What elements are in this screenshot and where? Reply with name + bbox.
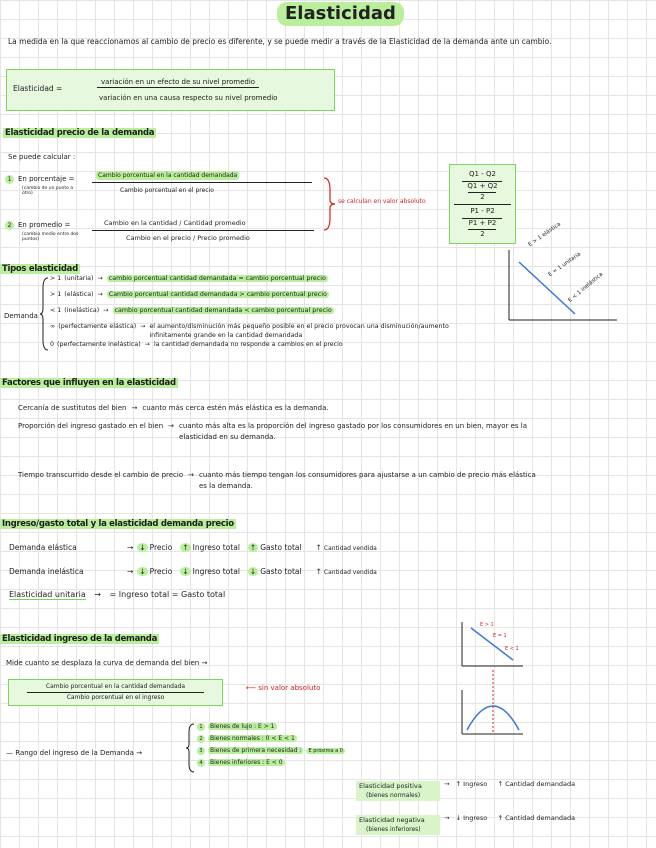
tipo-name: (perfectamente inelástica): [57, 341, 141, 348]
tipo-row: [50, 290, 329, 299]
elasticidad-negativa-box: [356, 815, 440, 835]
formula-p-diff: P1 - P2: [470, 207, 495, 215]
rango-text: Bienes de lujo : E > 1: [210, 723, 275, 730]
price-arrow-icon: ↓: [139, 543, 146, 552]
factor-description: cuanto más cerca estén más elástica es la demanda.: [142, 404, 329, 412]
red-brace: [322, 176, 336, 232]
tipo-symbol: ∞: [50, 323, 56, 330]
arrow: →: [144, 341, 150, 348]
ingreso-fraction-line: [27, 692, 204, 693]
ingreso-total-row: [9, 567, 377, 578]
method-1-denominator: Cambio porcentual en el precio: [120, 187, 214, 194]
negativa-label: Elasticidad negativa: [359, 816, 425, 824]
rango-row: [197, 746, 345, 756]
method-1-label: En porcentaje =: [18, 175, 75, 183]
section-heading-factores: Factores que influyen en la elasticidad: [2, 378, 176, 388]
ingreso-formula-box: [8, 679, 223, 706]
arrow: →: [97, 291, 103, 298]
rango-row: [197, 734, 297, 743]
rango-row: [197, 758, 285, 767]
unitaria-label: Elasticidad unitaria: [9, 590, 86, 599]
method-2-number: 2: [5, 221, 14, 230]
rango-label-row: — Rango del ingreso de la Demanda →: [6, 749, 143, 757]
graph-label-inelastica: E < 1 inelástica: [567, 271, 605, 304]
income-arrow-icon: ↓: [182, 567, 189, 576]
arrow: →: [140, 323, 146, 330]
tipo-symbol: > 1: [50, 275, 62, 282]
positiva-b: Cantidad demandada: [505, 780, 576, 788]
precio-label: Precio: [149, 567, 173, 576]
tipo-name: (unitaria): [64, 275, 94, 282]
positiva-row: → ↑ Ingreso ↑ Cantidad demandada: [444, 780, 576, 788]
tipo-row: [50, 306, 334, 315]
rango-extra: E próxima a 0: [308, 748, 343, 754]
tipo-symbol: 0: [50, 341, 55, 348]
precio-intro: Se puede calcular :: [8, 153, 76, 161]
unitaria-formula: = Ingreso total = Gasto total: [109, 590, 226, 599]
factor-description: cuanto más alta es la proporción del ingreso gastado por los consumidores en un bien, mayor es la elasticidad en su demanda.: [179, 422, 528, 441]
method-2-denominator: Cambio en el precio / Precio promedio: [126, 234, 250, 242]
rango-number: 4: [197, 759, 205, 767]
demanda-label: Demanda inelástica: [9, 567, 84, 576]
unitaria-row: [9, 590, 225, 600]
precio-label: Precio: [149, 543, 173, 552]
graph-label-unitaria: E = 1 unitaria: [547, 251, 583, 279]
arrow: →: [103, 307, 109, 314]
ingreso-total-row: [9, 543, 377, 554]
tipo-description: Cambio porcentual cantidad demandada > cambio porcentual precio: [108, 291, 327, 298]
method-1-fraction-line: [92, 182, 312, 183]
ingreso-label: Ingreso total: [192, 567, 240, 576]
spend-arrow-icon: ↑: [249, 543, 257, 552]
arrow: →: [168, 422, 175, 430]
arrow: →: [131, 404, 138, 412]
cantidad-label: Cantidad vendida: [323, 545, 377, 552]
tipo-row: [50, 322, 449, 340]
definition-denominator: variación en una causa respecto su nivel promedio: [99, 94, 278, 102]
quantity-arrow-icon: ↑: [315, 567, 322, 576]
tipo-description: cambio porcentual cantidad demandada = cambio porcentual precio: [108, 275, 326, 282]
ingreso-label: Ingreso total: [192, 543, 240, 552]
negativa-a: Ingreso: [463, 814, 488, 822]
rango-number: 2: [197, 735, 205, 743]
tipo-description: el aumento/disminución más pequeño posible en el precio provocan una disminución/aumento infinitamente grande en la cantidad demandada: [149, 323, 449, 339]
demanda-label: Demanda: [4, 312, 38, 320]
arrow: →: [94, 590, 101, 599]
page-title: Elasticidad: [277, 2, 404, 26]
method-2-label: En promedio =: [18, 221, 71, 229]
rango-text: Bienes de primera necesidad :: [210, 747, 302, 754]
gasto-label: Gasto total: [260, 567, 302, 576]
positiva-label: Elasticidad positiva: [359, 782, 422, 790]
tipo-row: [50, 274, 328, 283]
ingreso-demand-graph: [459, 620, 529, 670]
ingreso-intro: Mide cuanto se desplaza la curva de demanda del bien →: [6, 659, 208, 667]
factor-description: cuanto más tiempo tengan los consumidores para ajustarse a un cambio de precio más elástica es la demanda.: [199, 471, 536, 490]
formula-q-sum: Q1 + Q2: [467, 182, 498, 190]
arrow: →: [188, 471, 194, 479]
factor-label: Cercanía de sustitutos del bien: [18, 404, 127, 412]
section-heading-ingreso-total: Ingreso/gasto total y la elasticidad demanda precio: [2, 519, 234, 529]
method-2-fraction-line: [92, 230, 314, 231]
formula-p-sum: P1 + P2: [468, 219, 497, 227]
factor-label: Tiempo transcurrido desde el cambio de precio: [18, 471, 184, 479]
arrow: →: [127, 543, 134, 552]
formula-two-a: 2: [480, 193, 485, 201]
method-1-note: (cambio de un punto a otro): [22, 186, 74, 196]
tipo-description: cambio porcentual cantidad demandada < cambio porcentual precio: [114, 307, 332, 314]
positiva-sub: (bienes normales): [366, 792, 421, 799]
income-arrow-icon: ↑: [182, 543, 189, 552]
definition-label: Elasticidad =: [13, 84, 63, 93]
spend-arrow-icon: ↓: [249, 567, 257, 576]
cantidad-label: Cantidad vendida: [323, 569, 377, 576]
negativa-row: → ↓ Ingreso ↑ Cantidad demandada: [444, 814, 576, 822]
ingreso-graph-label-2: E = 1: [493, 633, 507, 639]
definition-box: [6, 69, 335, 111]
gasto-label: Gasto total: [260, 543, 302, 552]
rango-text: Bienes inferiores : E < 0: [210, 759, 283, 766]
section-heading-tipos: Tipos elasticidad: [2, 264, 78, 274]
rango-row: [197, 722, 277, 731]
ingreso-no-abs-note: ⟵ sin valor absoluto: [246, 684, 321, 692]
ingreso-income-graph: [459, 688, 529, 738]
tipo-symbol: > 1: [50, 291, 62, 298]
factor-row: [18, 421, 559, 443]
factor-row: [18, 470, 544, 492]
tipo-description: la cantidad demandada no responde a cambios en el precio: [153, 341, 343, 348]
absolute-value-note: se calculan en valor absoluto: [338, 198, 426, 205]
arrow: →: [127, 567, 134, 576]
elasticidad-positiva-box: [356, 781, 440, 801]
tipo-row: [50, 340, 343, 349]
tipo-name: (perfectamente elástica): [58, 323, 137, 330]
section-heading-ingreso: Elasticidad ingreso de la demanda: [2, 634, 158, 644]
ingreso-denominator: Cambio porcentual en el ingreso: [66, 694, 165, 701]
rango-number: 1: [197, 723, 205, 731]
rango-brace: [186, 722, 196, 774]
ingreso-graph-label-3: E < 1: [505, 646, 519, 652]
negativa-sub: (bienes inferiores): [366, 826, 421, 833]
price-arrow-icon: ↓: [139, 567, 146, 576]
definition-numerator: variación en un efecto de su nivel promedio: [97, 78, 259, 88]
section-heading-precio: Elasticidad precio de la demanda: [5, 128, 155, 138]
factor-row: [18, 403, 522, 414]
ingreso-numerator: Cambio porcentual en la cantidad demandada: [45, 683, 186, 690]
tipo-name: (elástica): [64, 291, 94, 298]
method-2-note: (cambio medio entre dos puntos): [22, 232, 79, 242]
demanda-label: Demanda elástica: [9, 543, 77, 552]
arrow: →: [97, 275, 103, 282]
ingreso-graph-label-1: E > 1: [480, 622, 494, 628]
method-1-numerator: Cambio porcentual en la cantidad demandada: [98, 172, 238, 179]
tipo-name: (inelástica): [64, 307, 100, 314]
tipo-symbol: < 1: [50, 307, 62, 314]
rango-number: 3: [197, 747, 205, 755]
formula-box: [449, 164, 516, 244]
formula-two-b: 2: [480, 230, 485, 238]
rango-text: Bienes normales : 0 < E < 1: [210, 735, 295, 742]
intro-text: La medida en la que reaccionamos al cambio de precio es diferente, y se puede medir a través de la Elasticidad de la demanda ante un cambio.: [8, 37, 552, 46]
graph-label-elastica: E > 1 elástica: [527, 221, 563, 249]
method-1-number: 1: [5, 175, 14, 184]
method-2-numerator: Cambio en la cantidad / Cantidad promedio: [104, 219, 246, 227]
formula-q-diff: Q1 - Q2: [469, 170, 496, 178]
factor-label: Proporción del ingreso gastado en el bien: [18, 422, 164, 430]
positiva-a: Ingreso: [463, 780, 488, 788]
negativa-b: Cantidad demandada: [505, 814, 576, 822]
quantity-arrow-icon: ↑: [315, 543, 322, 552]
tipos-brace: [40, 276, 50, 352]
formula-main-line: [454, 204, 511, 205]
